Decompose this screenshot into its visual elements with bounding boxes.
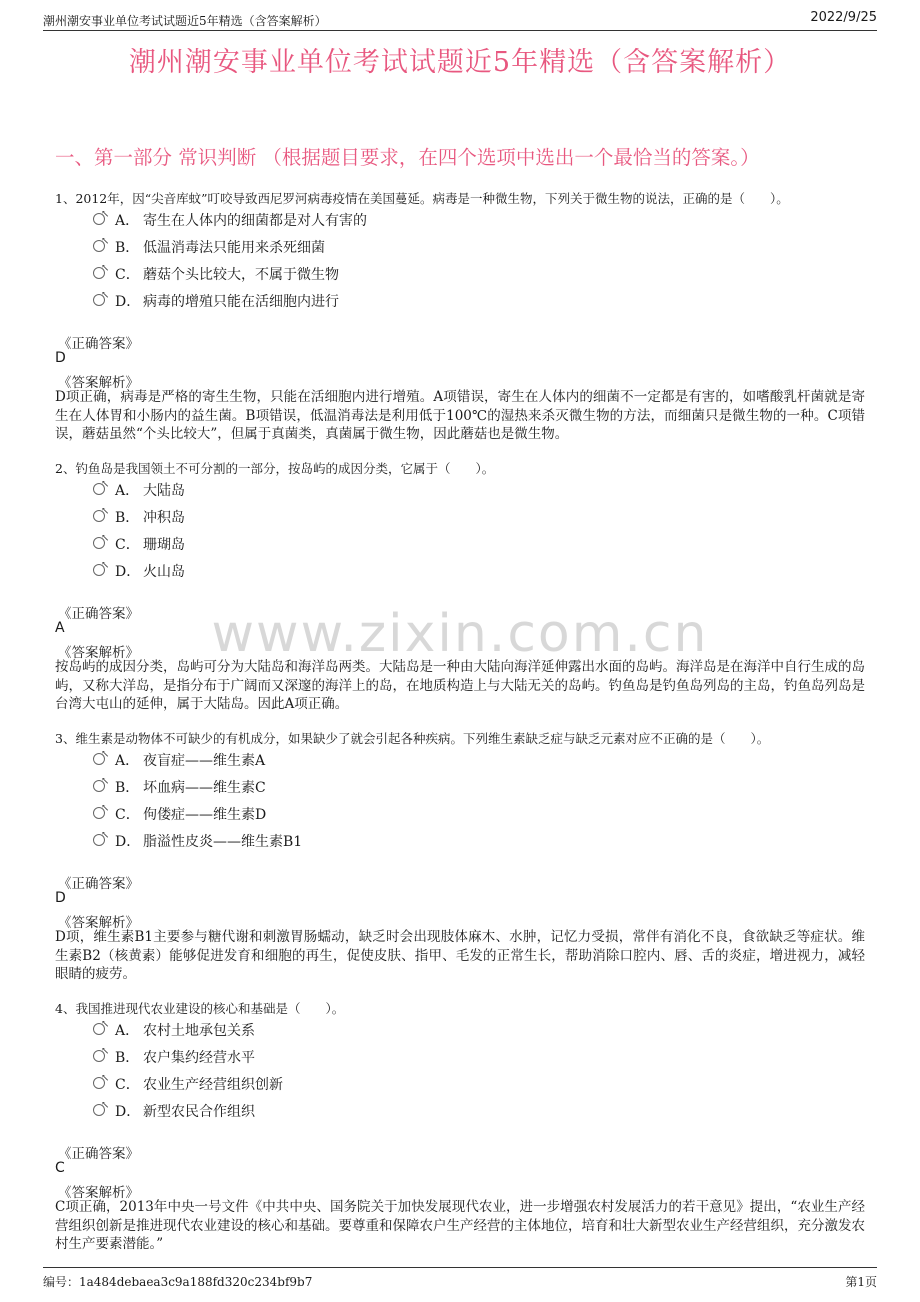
question-stem: 4、我国推进现代农业建设的核心和基础是（ ）。 — [55, 1001, 345, 1016]
option-letter: B． — [115, 510, 140, 526]
cursor-icon: ↖ — [101, 506, 110, 517]
page-footer — [43, 1267, 877, 1290]
option-text: 寄生在人体内的细菌都是对人有害的 — [143, 213, 367, 229]
explanation-label: 《答案解析》 — [58, 375, 139, 391]
option-letter: A． — [115, 1023, 140, 1039]
answer-label: 《正确答案》 — [58, 606, 139, 622]
cursor-icon: ↖ — [101, 290, 110, 301]
watermark: www.zixin.com.cn — [211, 604, 709, 664]
option-letter: B． — [115, 240, 140, 256]
footer-doc-id: 编号：1a484debaea3c9a188fd320c234bf9b7 — [43, 1275, 313, 1289]
answer-label: 《正确答案》 — [58, 876, 139, 892]
answer-value: A — [55, 620, 65, 636]
option-text: 坏血病——维生素C — [143, 780, 266, 796]
option-letter: D． — [115, 564, 141, 580]
answer-label: 《正确答案》 — [58, 1146, 139, 1162]
option-letter: B． — [115, 1050, 140, 1066]
cursor-icon: ↖ — [101, 236, 110, 247]
option-letter: C． — [115, 1077, 140, 1093]
option-text: 佝偻症——维生素D — [143, 807, 267, 823]
question-stem: 2、钓鱼岛是我国领土不可分割的一部分，按岛屿的成因分类，它属于（ ）。 — [55, 461, 495, 476]
option-text: 农户集约经营水平 — [143, 1050, 255, 1066]
cursor-icon: ↖ — [101, 479, 110, 490]
option-letter: B． — [115, 780, 140, 796]
header-doc-title: 潮州潮安事业单位考试试题近5年精选（含答案解析） — [43, 14, 327, 28]
option-letter: A． — [115, 753, 140, 769]
option-letter: D． — [115, 834, 141, 850]
option-letter: C． — [115, 807, 140, 823]
answer-value: C — [55, 1160, 65, 1176]
option-text: 农业生产经营组织创新 — [143, 1077, 283, 1093]
option-text: 蘑菇个头比较大，不属于微生物 — [143, 267, 339, 283]
option-text: 脂溢性皮炎——维生素B1 — [143, 834, 303, 850]
section-heading: 一、第一部分 常识判断 （根据题目要求，在四个选项中选出一个最恰当的答案。） — [55, 146, 760, 169]
option-text: 病毒的增殖只能在活细胞内进行 — [143, 294, 339, 310]
option-text: 大陆岛 — [143, 483, 185, 499]
footer-page-number: 第1页 — [845, 1275, 877, 1289]
option-text: 夜盲症——维生素A — [143, 753, 266, 769]
explanation-text: D项，维生素B1主要参与糖代谢和刺激胃肠蠕动，缺乏时会出现肢体麻木、水肿，记忆力受损，常伴有消化不良，食欲缺乏等症状。维生素B2（核黄素）能够促进发育和细胞的再生，促使皮肤、指甲、毛发的正常生长，帮助消除口腔内、唇、舌的炎症，增进视力，减轻眼睛的疲劳。 — [55, 929, 865, 982]
explanation-text: C项正确，2013年中央一号文件《中共中央、国务院关于加快发展现代农业，进一步增强农村发展活力的若干意见》提出，“农业生产经营组织创新是推进现代农业建设的核心和基础。要尊重和保障农户生产经营的主体地位，培育和壮大新型农业生产经营组织，充分激发农村生产要素潜能。” — [55, 1199, 865, 1252]
cursor-icon: ↖ — [101, 1100, 110, 1111]
cursor-icon: ↖ — [101, 1073, 110, 1084]
answer-label: 《正确答案》 — [58, 336, 139, 352]
cursor-icon: ↖ — [101, 209, 110, 220]
option-letter: A． — [115, 213, 140, 229]
cursor-icon: ↖ — [101, 1046, 110, 1057]
question-stem: 1、2012年，因“尖音库蚊”叮咬导致西尼罗河病毒疫情在美国蔓延。病毒是一种微生物，下列关于微生物的说法，正确的是（ ）。 — [55, 191, 789, 206]
cursor-icon: ↖ — [101, 560, 110, 571]
page-title: 潮州潮安事业单位考试试题近5年精选（含答案解析） — [128, 47, 792, 78]
option-text: 珊瑚岛 — [143, 537, 185, 553]
option-letter: C． — [115, 267, 140, 283]
cursor-icon: ↖ — [101, 749, 110, 760]
option-letter: D． — [115, 1104, 141, 1120]
option-text: 农村土地承包关系 — [143, 1023, 255, 1039]
explanation-text: D项正确，病毒是严格的寄生生物，只能在活细胞内进行增殖。A项错误，寄生在人体内的细菌不一定都是有害的，如嗜酸乳杆菌就是寄生在人体胃和小肠内的益生菌。B项错误，低温消毒法是利用低于100℃的湿热来杀灭微生物的方法，而细菌只是微生物的一种。C项错误，蘑菇虽然“个头比较大”，但属于真菌类，真菌属于微生物，因此蘑菇也是微生物。 — [55, 389, 865, 442]
cursor-icon: ↖ — [101, 263, 110, 274]
option-text: 火山岛 — [143, 564, 185, 580]
question-stem: 3、维生素是动物体不可缺少的有机成分，如果缺少了就会引起各种疾病。下列维生素缺乏症与缺乏元素对应不正确的是（ ）。 — [55, 731, 770, 746]
cursor-icon: ↖ — [101, 830, 110, 841]
cursor-icon: ↖ — [101, 533, 110, 544]
option-letter: C． — [115, 537, 140, 553]
option-text: 冲积岛 — [143, 510, 185, 526]
page-header — [43, 10, 877, 31]
explanation-label: 《答案解析》 — [58, 1185, 139, 1201]
option-text: 新型农民合作组织 — [143, 1104, 255, 1120]
cursor-icon: ↖ — [101, 776, 110, 787]
option-letter: A． — [115, 483, 140, 499]
explanation-label: 《答案解析》 — [58, 915, 139, 931]
option-text: 低温消毒法只能用来杀死细菌 — [143, 240, 325, 256]
header-date: 2022/9/25 — [810, 10, 877, 25]
cursor-icon: ↖ — [101, 803, 110, 814]
option-letter: D． — [115, 294, 141, 310]
answer-value: D — [55, 350, 66, 366]
explanation-label: 《答案解析》 — [58, 645, 139, 661]
cursor-icon: ↖ — [101, 1019, 110, 1030]
explanation-text: 按岛屿的成因分类，岛屿可分为大陆岛和海洋岛两类。大陆岛是一种由大陆向海洋延伸露出水面的岛屿。海洋岛是在海洋中自行生成的岛屿，又称大洋岛，是指分布于广阔而又深邃的海洋上的岛，在地质构造上与大陆无关的岛屿。钓鱼岛是钓鱼岛列岛的主岛，钓鱼岛列岛是台湾大屯山的延伸，属于大陆岛。因此A项正确。 — [55, 659, 865, 712]
answer-value: D — [55, 890, 66, 906]
